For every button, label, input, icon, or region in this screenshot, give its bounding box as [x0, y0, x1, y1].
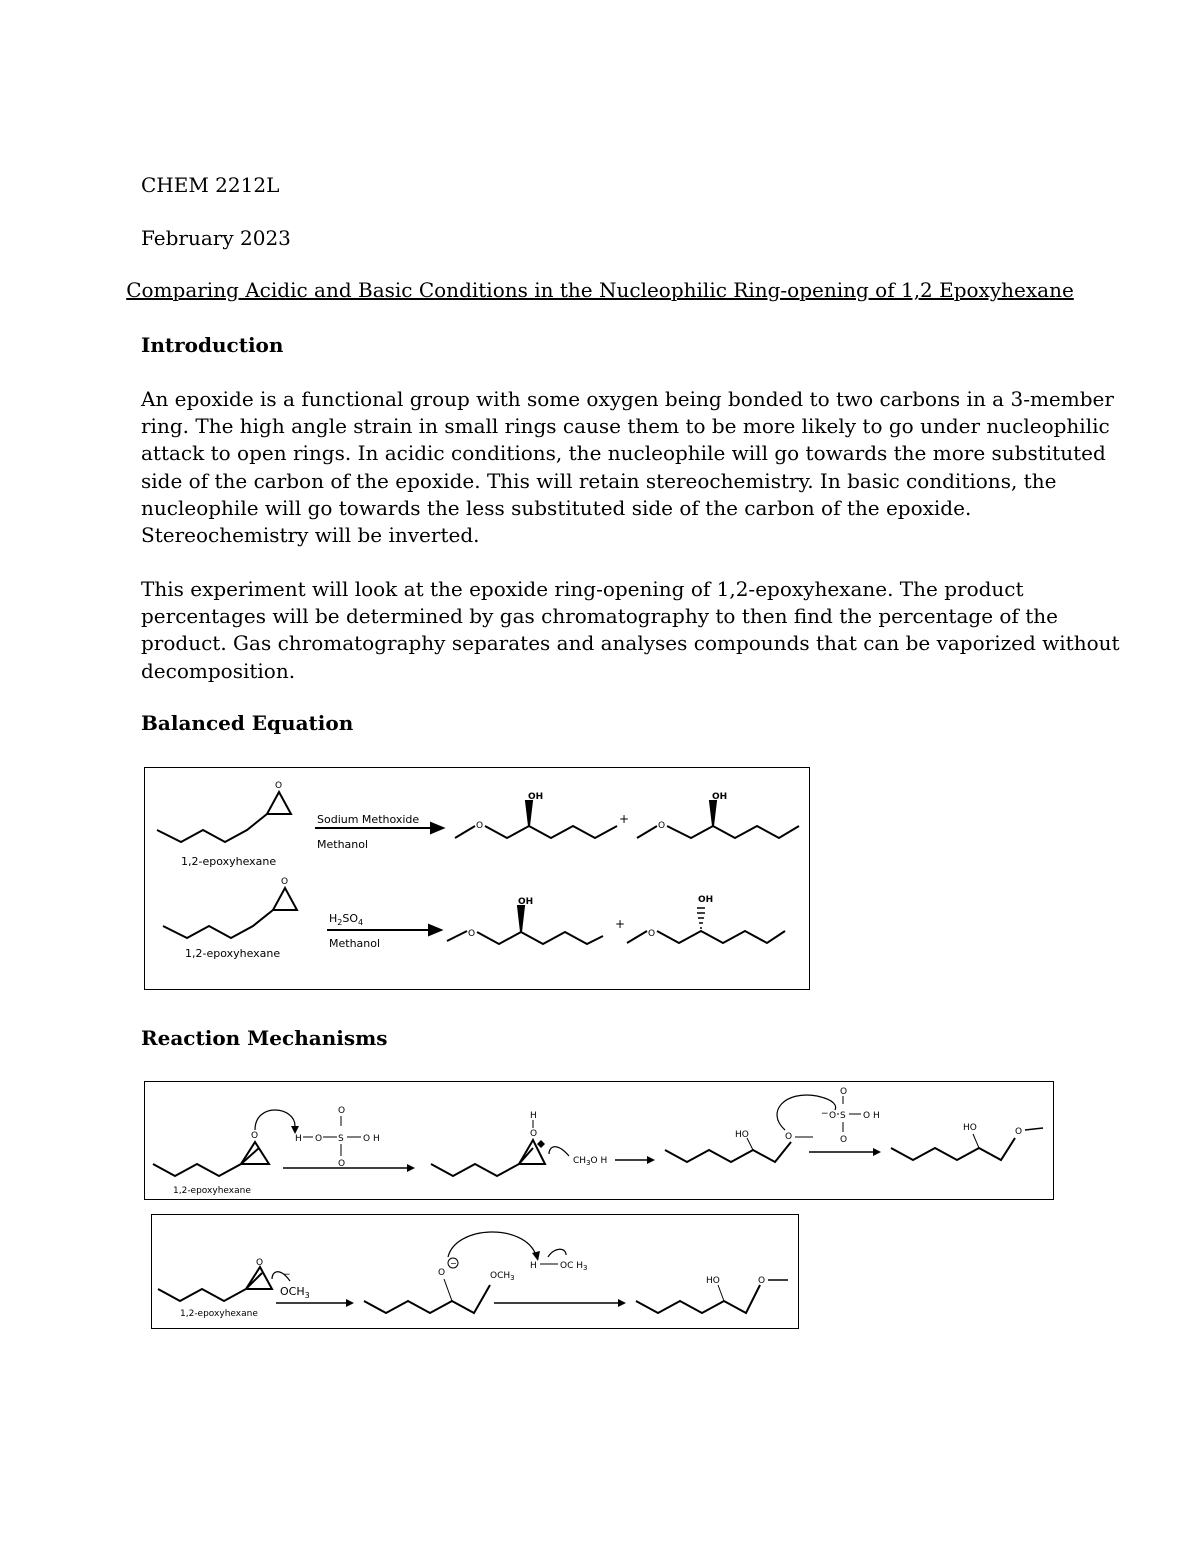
atom-oh: OH [518, 897, 534, 907]
methoxide: $OCH_3$ [280, 1285, 310, 1300]
text-line: ring. The high angle strain in small rings cause them to be more likely to go under nucleophilic [141, 414, 1110, 439]
text-line: attack to open rings. In acidic conditions, the nucleophile will go towards the more substituted [141, 441, 1106, 466]
reactant-label: 1,2-epoxyhexane [173, 1186, 251, 1196]
atom-o: O [251, 1131, 259, 1141]
product-chain [477, 932, 603, 944]
base-mechanism-figure [151, 1214, 799, 1329]
bond [718, 1285, 724, 1301]
arrow-head [429, 925, 441, 935]
solvent-label: Methanol [329, 937, 381, 950]
reactant-label: 1,2-epoxyhexane [180, 1309, 258, 1319]
wedge-bond [710, 801, 716, 826]
hexyl-chain [157, 814, 267, 842]
product-chain [364, 1285, 490, 1313]
acid-mechanism-figure [144, 1081, 1054, 1200]
hexyl-chain [431, 1148, 533, 1176]
electron-arrow [255, 1110, 295, 1130]
product-chain [485, 826, 617, 838]
atom-oh: O H [363, 1134, 380, 1144]
minus-sign: − [450, 1259, 457, 1268]
atom-ho: HO [963, 1123, 977, 1133]
atom-o: O [840, 1135, 848, 1145]
text-line: product. Gas chromatography separates and analyses compounds that can be vaporized without [141, 631, 1120, 656]
atom-o: O [315, 1134, 323, 1144]
product-chain [657, 931, 785, 943]
minus-sign: − [283, 1270, 291, 1280]
positive-charge [537, 1140, 545, 1148]
atom-o: O [338, 1106, 346, 1116]
arrow-head [431, 823, 443, 833]
text-line: Stereochemistry will be inverted. [141, 523, 480, 548]
atom-o: O [256, 1258, 264, 1268]
product-chain [667, 826, 799, 838]
introduction-paragraph-1 [141, 386, 1114, 549]
och3: $OCH_3$ [490, 1271, 515, 1282]
atom-o: O [275, 781, 283, 791]
bond [444, 1279, 452, 1301]
atom-o: O [476, 821, 484, 831]
atom-oh: OH [698, 895, 714, 905]
arrow-head [618, 1299, 626, 1307]
arrow-head [291, 1126, 299, 1134]
text-line: This experiment will look at the epoxide ring-opening of 1,2-epoxyhexane. The product [141, 577, 1024, 601]
epoxide-ring [267, 792, 291, 814]
arrow-head [873, 1148, 881, 1156]
atom-oh: OH [712, 792, 728, 802]
product-chain [665, 1142, 791, 1162]
atom-o: O [281, 877, 289, 887]
bond [973, 1134, 979, 1148]
atom-o: O [338, 1159, 346, 1169]
atom-o: O [758, 1276, 766, 1286]
atom-oh: O H [863, 1111, 880, 1121]
atom-o: O [829, 1111, 837, 1121]
atom-h: H [530, 1261, 537, 1271]
acid-mechanism-svg [145, 1082, 1053, 1199]
atom-s: S [840, 1111, 846, 1121]
balanced-equation-figure [144, 767, 810, 990]
reagent-label: Sodium Methoxide [317, 813, 420, 826]
electron-arrow [549, 1147, 569, 1156]
base-mechanism-svg [152, 1215, 798, 1328]
report-title: Comparing Acidic and Basic Conditions in the Nucleophilic Ring-opening of 1,2 Epoxyhexane [126, 278, 1074, 302]
atom-ho: HO [735, 1130, 749, 1140]
atom-h: H [295, 1134, 302, 1144]
atom-s: S [338, 1134, 344, 1144]
arrow-head [346, 1299, 354, 1307]
reagent-label: $H_2SO_4$ [329, 912, 364, 927]
course-code: CHEM 2212L [141, 173, 280, 197]
bond [455, 826, 475, 838]
text-line: percentages will be determined by gas chromatography to then find the percentage of the [141, 604, 1058, 629]
atom-o: O [785, 1132, 793, 1142]
introduction-paragraph-2 [141, 576, 1120, 685]
text-line: nucleophile will go towards the less substituted side of the carbon of the epoxide. [141, 495, 972, 520]
arrow-head [407, 1164, 415, 1172]
hashed-bond [697, 908, 705, 928]
text-line: side of the carbon of the epoxide. This will retain stereochemistry. In basic conditions, the [141, 468, 1057, 493]
hoch3: OC $H_3$ [560, 1261, 588, 1272]
plus-sign: + [619, 812, 630, 826]
arrow-head [647, 1156, 655, 1164]
bond [637, 826, 657, 838]
atom-o: O [658, 821, 666, 831]
atom-o: O [438, 1268, 446, 1278]
text-line: decomposition. [141, 658, 296, 683]
balanced-equation-svg [145, 768, 809, 989]
atom-o: O [530, 1129, 538, 1139]
atom-o: O [648, 929, 656, 939]
reactant-label: 1,2-epoxyhexane [185, 947, 281, 960]
report-date: February 2023 [141, 226, 291, 250]
minus-sign: − [821, 1109, 829, 1119]
atom-o: O [840, 1087, 848, 1097]
introduction-heading: Introduction [141, 333, 284, 357]
wedge-bond [518, 906, 524, 932]
atom-oh: OH [528, 792, 544, 802]
atom-o: O [1015, 1127, 1023, 1137]
bond [1025, 1128, 1043, 1130]
balanced-equation-heading: Balanced Equation [141, 711, 354, 735]
epoxide-ring [273, 888, 297, 910]
reactant-label: 1,2-epoxyhexane [181, 855, 277, 868]
plus-sign: + [615, 917, 626, 931]
electron-arrow [448, 1232, 536, 1257]
solvent-label: Methanol [317, 838, 369, 851]
atom-h: H [530, 1111, 537, 1121]
product-chain [891, 1138, 1015, 1160]
atom-o: O [468, 929, 476, 939]
product-chain [636, 1285, 760, 1313]
methanol: $CH_3O$ H [573, 1156, 608, 1167]
hexyl-chain [163, 910, 273, 938]
electron-arrow [548, 1249, 566, 1257]
text-line: An epoxide is a functional group with some oxygen being bonded to two carbons in a 3-member [141, 387, 1114, 411]
arrow-head [532, 1251, 540, 1261]
reaction-mechanisms-heading: Reaction Mechanisms [141, 1026, 388, 1050]
bond [447, 931, 467, 941]
bond [627, 931, 647, 943]
wedge-bond [526, 801, 532, 826]
atom-ho: HO [706, 1276, 720, 1286]
